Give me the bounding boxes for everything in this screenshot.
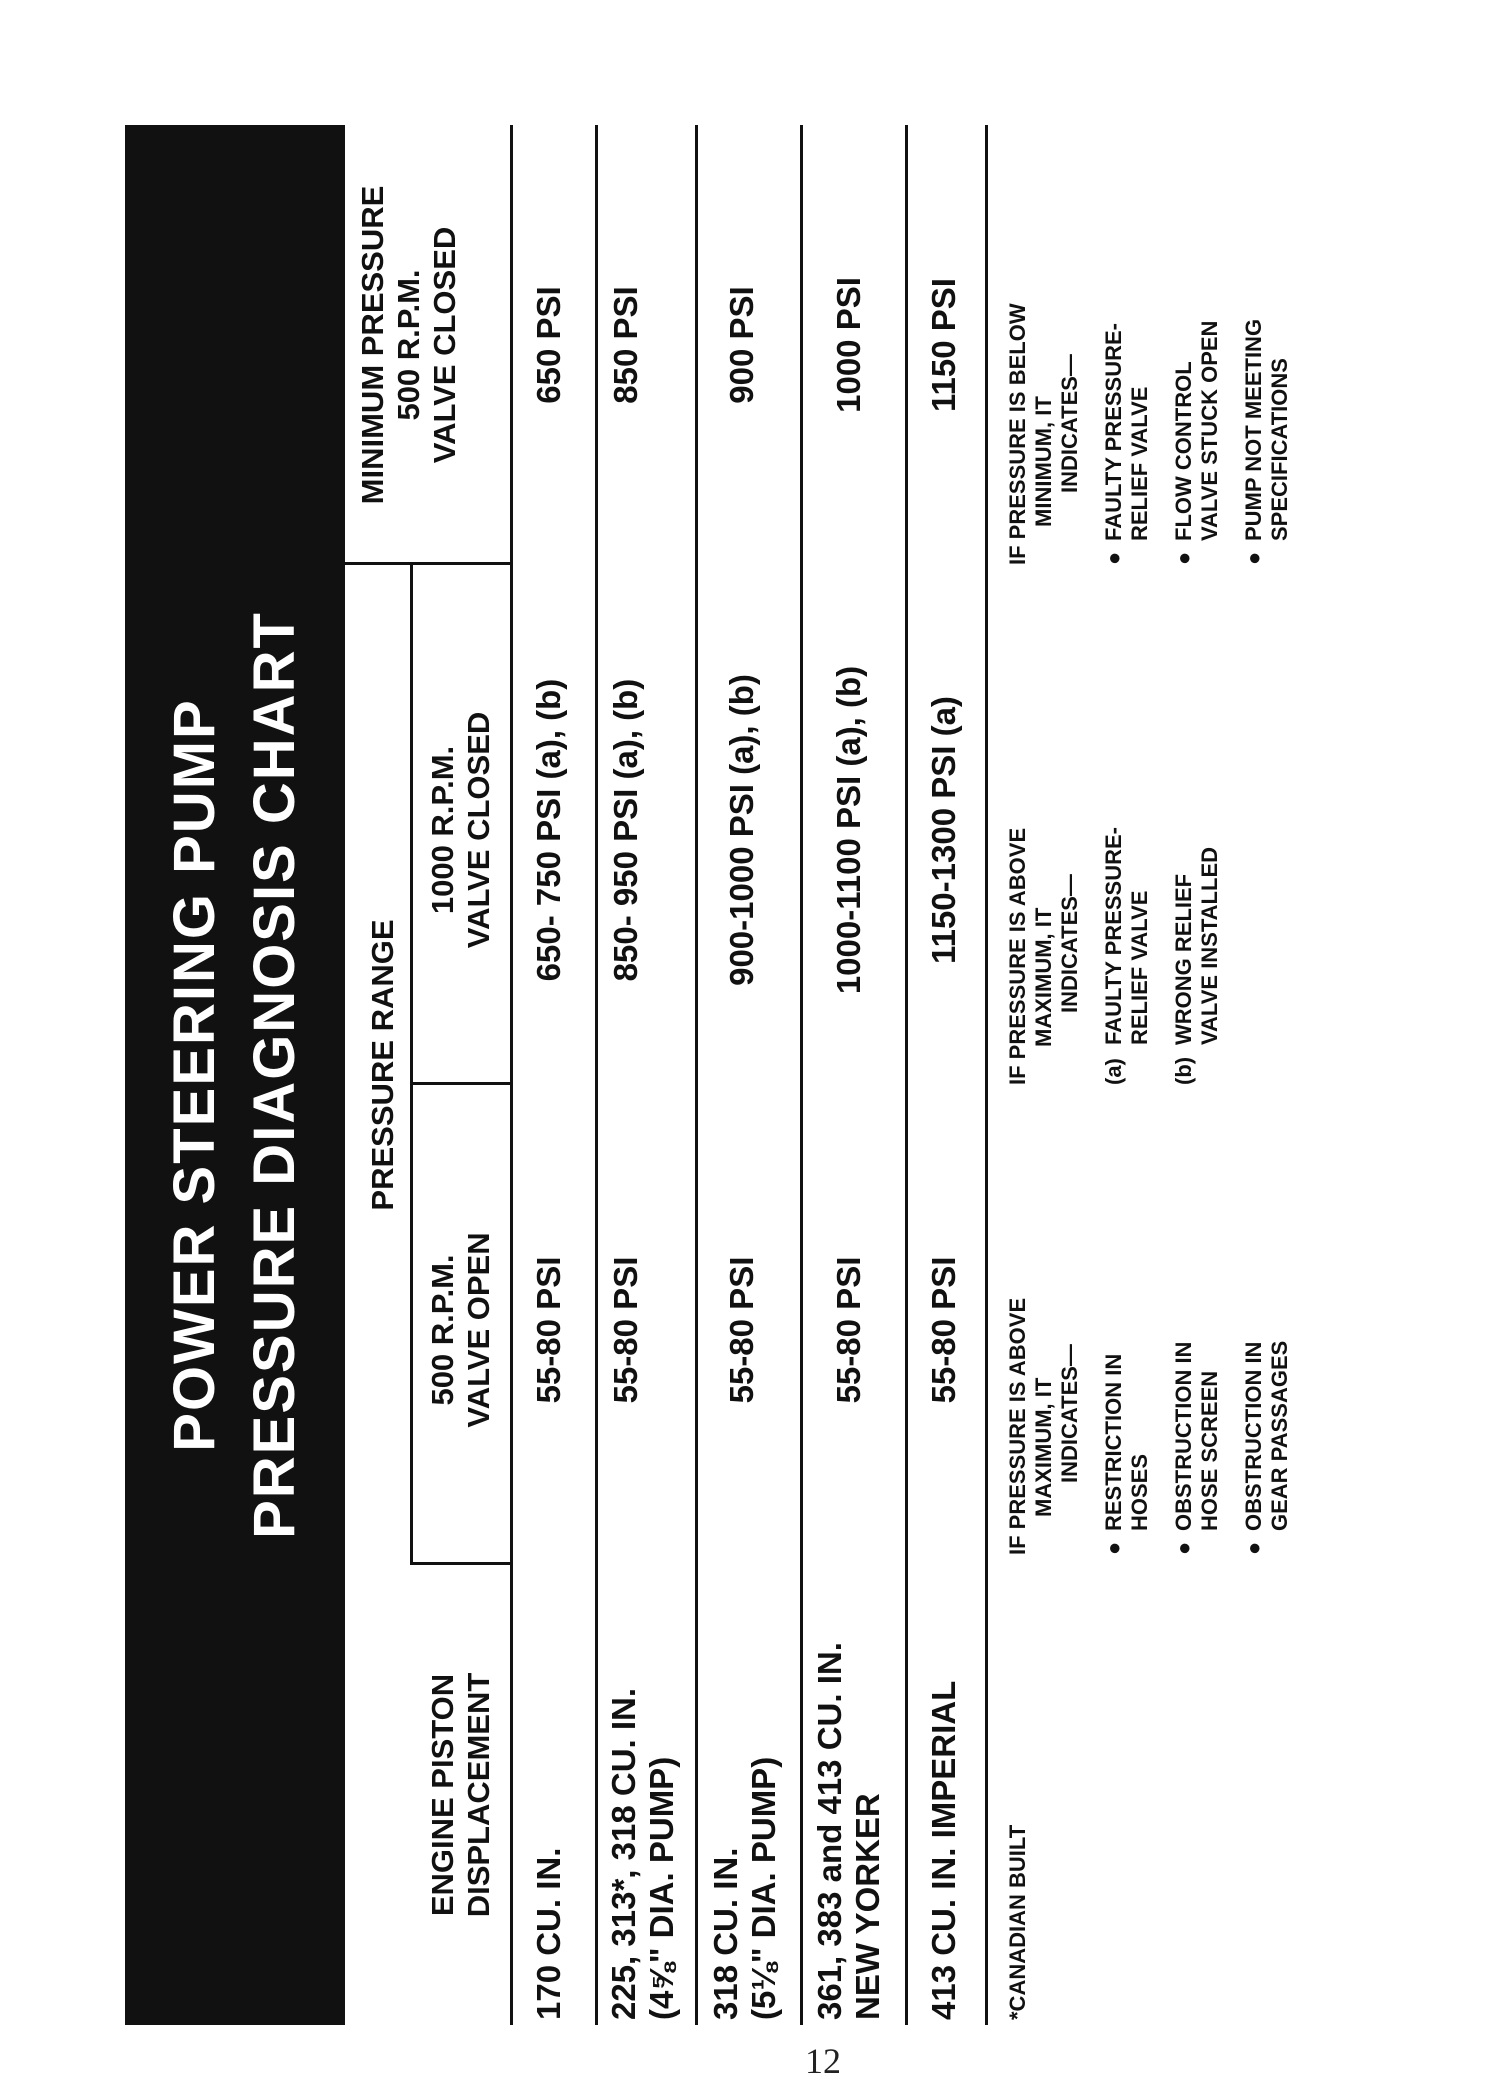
row-separator bbox=[905, 125, 908, 2025]
header-pressure-range: PRESSURE RANGE bbox=[365, 919, 400, 1211]
row-2-engine: 225, 313*, 318 CU. IN. (4⅝" DIA. PUMP) bbox=[605, 1687, 680, 2020]
row-3-minimum: 900 PSI bbox=[723, 286, 760, 404]
header-minimum: MINIMUM PRESSURE 500 R.P.M. VALVE CLOSED bbox=[355, 185, 462, 505]
title-band bbox=[125, 125, 345, 2025]
rule-pressure-divider bbox=[410, 1082, 510, 1085]
rule-pressure-divider bbox=[410, 1562, 510, 1565]
title-line-1: POWER STEERING PUMP bbox=[162, 698, 227, 1452]
row-4-minimum: 1000 PSI bbox=[830, 277, 867, 413]
row-4-1000-closed: 1000-1100 PSI (a), (b) bbox=[830, 665, 867, 995]
row-2-minimum: 850 PSI bbox=[607, 286, 644, 404]
row-3-engine: 318 CU. IN. (5⅛" DIA. PUMP) bbox=[707, 1756, 782, 2020]
row-1-500-open: 55-80 PSI bbox=[530, 1256, 567, 1404]
row-1-engine: 170 CU. IN. bbox=[530, 1847, 567, 2020]
row-5-1000-closed: 1150-1300 PSI (a) bbox=[925, 696, 962, 964]
row-3-500-open: 55-80 PSI bbox=[723, 1256, 760, 1404]
title-line-2: PRESSURE DIAGNOSIS CHART bbox=[242, 611, 307, 1539]
rule-pressure-range bbox=[410, 565, 413, 1565]
row-5-minimum: 1150 PSI bbox=[925, 278, 962, 412]
row-separator bbox=[985, 125, 988, 2025]
header-500-open: 500 R.P.M. VALVE OPEN bbox=[425, 1232, 496, 1428]
page-number: 12 bbox=[805, 2041, 841, 2081]
header-1000-closed: 1000 R.P.M. VALVE CLOSED bbox=[425, 711, 496, 949]
row-5-500-open: 55-80 PSI bbox=[925, 1256, 962, 1404]
header-engine: ENGINE PISTON DISPLACEMENT bbox=[425, 1672, 496, 1918]
row-2-500-open: 55-80 PSI bbox=[607, 1256, 644, 1404]
note-item: ●FAULTY PRESSURE- RELIEF VALVE bbox=[1101, 323, 1152, 565]
rule-pressure-divider bbox=[345, 562, 510, 565]
note-item: ●OBSTRUCTION IN GEAR PASSAGES bbox=[1241, 1340, 1292, 1555]
footnote-canadian-built: *CANADIAN BUILT bbox=[1005, 1824, 1030, 2020]
row-2-1000-closed: 850- 950 PSI (a), (b) bbox=[607, 678, 644, 982]
note-item: (b)WRONG RELIEF VALVE INSTALLED bbox=[1171, 847, 1222, 1085]
row-1-1000-closed: 650- 750 PSI (a), (b) bbox=[530, 678, 567, 982]
row-separator bbox=[800, 125, 803, 2025]
rule-header-bottom bbox=[510, 125, 513, 2025]
row-3-1000-closed: 900-1000 PSI (a), (b) bbox=[723, 674, 760, 986]
rotated-chart-page bbox=[125, 125, 1375, 2025]
note-item: ●FLOW CONTROL VALVE STUCK OPEN bbox=[1171, 320, 1222, 565]
row-1-minimum: 650 PSI bbox=[530, 286, 567, 404]
row-5-engine: 413 CU. IN. IMPERIAL bbox=[925, 1680, 962, 2020]
row-4-500-open: 55-80 PSI bbox=[830, 1256, 867, 1404]
row-separator bbox=[695, 125, 698, 2025]
notes-1000-closed: IF PRESSURE IS ABOVE MAXIMUM, IT INDICATES— (a)FAULTY PRESSURE- RELIEF VALVE (b)WRONG RELIEF VALVE INSTALLED bbox=[1005, 575, 1223, 1085]
note-item: ●RESTRICTION IN HOSES bbox=[1101, 1353, 1152, 1555]
row-4-engine: 361, 383 and 413 CU. IN. NEW YORKER bbox=[811, 1642, 886, 2020]
note-item: ●PUMP NOT MEETING SPECIFICATIONS bbox=[1241, 318, 1292, 565]
notes-500-open: IF PRESSURE IS ABOVE MAXIMUM, IT INDICATES— ●RESTRICTION IN HOSES ●OBSTRUCTION IN HOSE SCREEN ●OBSTRUCTION IN GEAR PASSAGES bbox=[1005, 1105, 1293, 1555]
note-item: (a)FAULTY PRESSURE- RELIEF VALVE bbox=[1101, 827, 1152, 1085]
note-item: ●OBSTRUCTION IN HOSE SCREEN bbox=[1171, 1341, 1222, 1555]
notes-minimum: IF PRESSURE IS BELOW MINIMUM, IT INDICATES— ●FAULTY PRESSURE- RELIEF VALVE ●FLOW CONTROL VALVE STUCK OPEN ●PUMP NOT MEETING SPECIFICATIONS bbox=[1005, 125, 1293, 565]
row-separator bbox=[595, 125, 598, 2025]
